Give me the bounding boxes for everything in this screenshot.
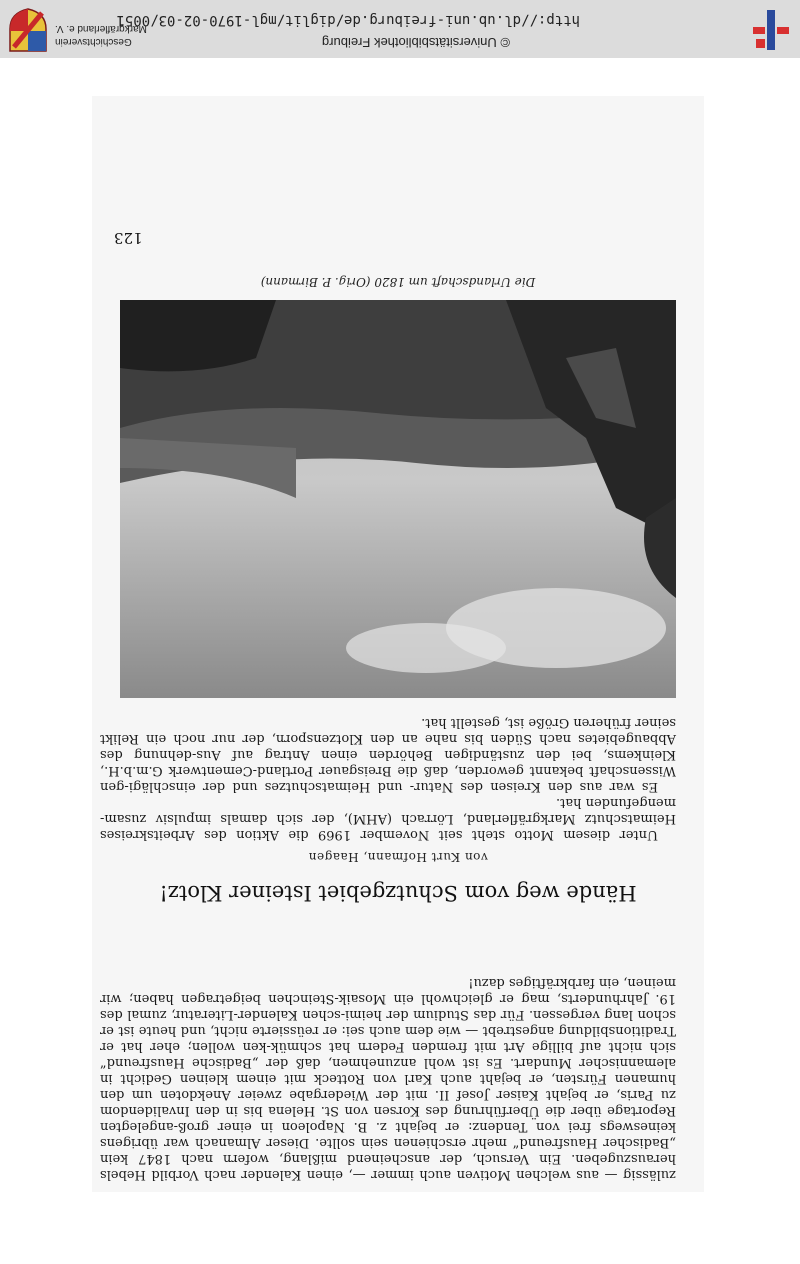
landscape-engraving: [120, 300, 676, 698]
article-paragraph-2: Es war aus den Kreisen des Natur- und Heimatschutzes und der einschlägi-gen Wissenschaft bekannt geworden, daß die Breisgauer Portland-Cementwerk G.m.b.H., Kleinkems, bei den zuständigen Behörden einen Antrag auf Aus-dehnung des Abbaugebietes nach Süden bis nahe an den Klotzensporn, der nur noch ein Relikt seiner früheren Größe ist, gestellt hat.: [100, 715, 676, 794]
figure-caption: Die Urlandschaft um 1820 (Orig. P. Birmann): [260, 275, 536, 289]
article-body: [100, 714, 676, 842]
article-author: von Kurt Hofmann, Haagen: [308, 850, 488, 864]
coat-of-arms-icon: [8, 7, 48, 53]
scanned-page: [92, 96, 704, 1192]
viewer-header: [0, 0, 800, 58]
page-number: 123: [114, 229, 143, 247]
continuation-paragraph-text: zulässig — aus welchen Motiven auch immer —, einen Kalender nach Vorbild Hebels herauszugeben. Ein Versuch, der anscheinend mißlang, wofern nach 1847 kein „Badischer Hausfreund“ mehr erschienen sein sollte. Dieser Almanach war übrigens keineswegs frei von Tendenz: er bejaht z. B. Napoleon in einer groß-angelegten Reportage über die Überführung des Korsen von St. Helena bis in den Invalidendom zu Paris, er bejaht Kaiser Josef II. mit der Wiedergabe zweier Anekdoten um den humanen Fürsten, er bejaht auch Karl von Rotteck mit einem kleinen Gedicht in alemannischer Mundart. Es ist wohl anzunehmen, daß der „Badische Hausfreund“ sich nicht auf billige Art mit fremden Federn hat schmük-ken wollen; eher hat er Traditionsbildung angestrebt — wie dem auch sei: er reüssierte nicht, und heute ist er schon lang vergessen. Für das Studium der heimi-schen Kalender-Literatur, zumal des 19. Jahrhunderts, mag er gleichwohl ein Mosaik-Steinchen beigetragen haben; wir meinen, ein farbkräftiges dazu!: [100, 975, 676, 1182]
society-name: [55, 22, 147, 48]
society-name-line2: Markgräflerland e. V.: [55, 23, 147, 34]
document-url[interactable]: http://dl.ub.uni-freiburg.de/diglit/mgl-1970-02-03/0051: [116, 12, 580, 28]
article-title: Hände weg vom Schutzgebiet Isteiner Klotz!: [159, 881, 637, 905]
society-name-line1: Geschichtsverein: [55, 36, 132, 47]
article-paragraph-1: Unter diesem Motto steht seit November 1969 die Aktion des Arbeitskreises Heimatschutz Markgräflerland, Lörrach (AHM), der sich damals impulsiv zusam-mengefunden hat.: [100, 795, 676, 842]
university-library-logo-icon: [749, 8, 793, 52]
continuation-paragraph: [100, 974, 676, 1182]
copyright-notice: © Universitätsbibliothek Freiburg: [321, 35, 510, 50]
